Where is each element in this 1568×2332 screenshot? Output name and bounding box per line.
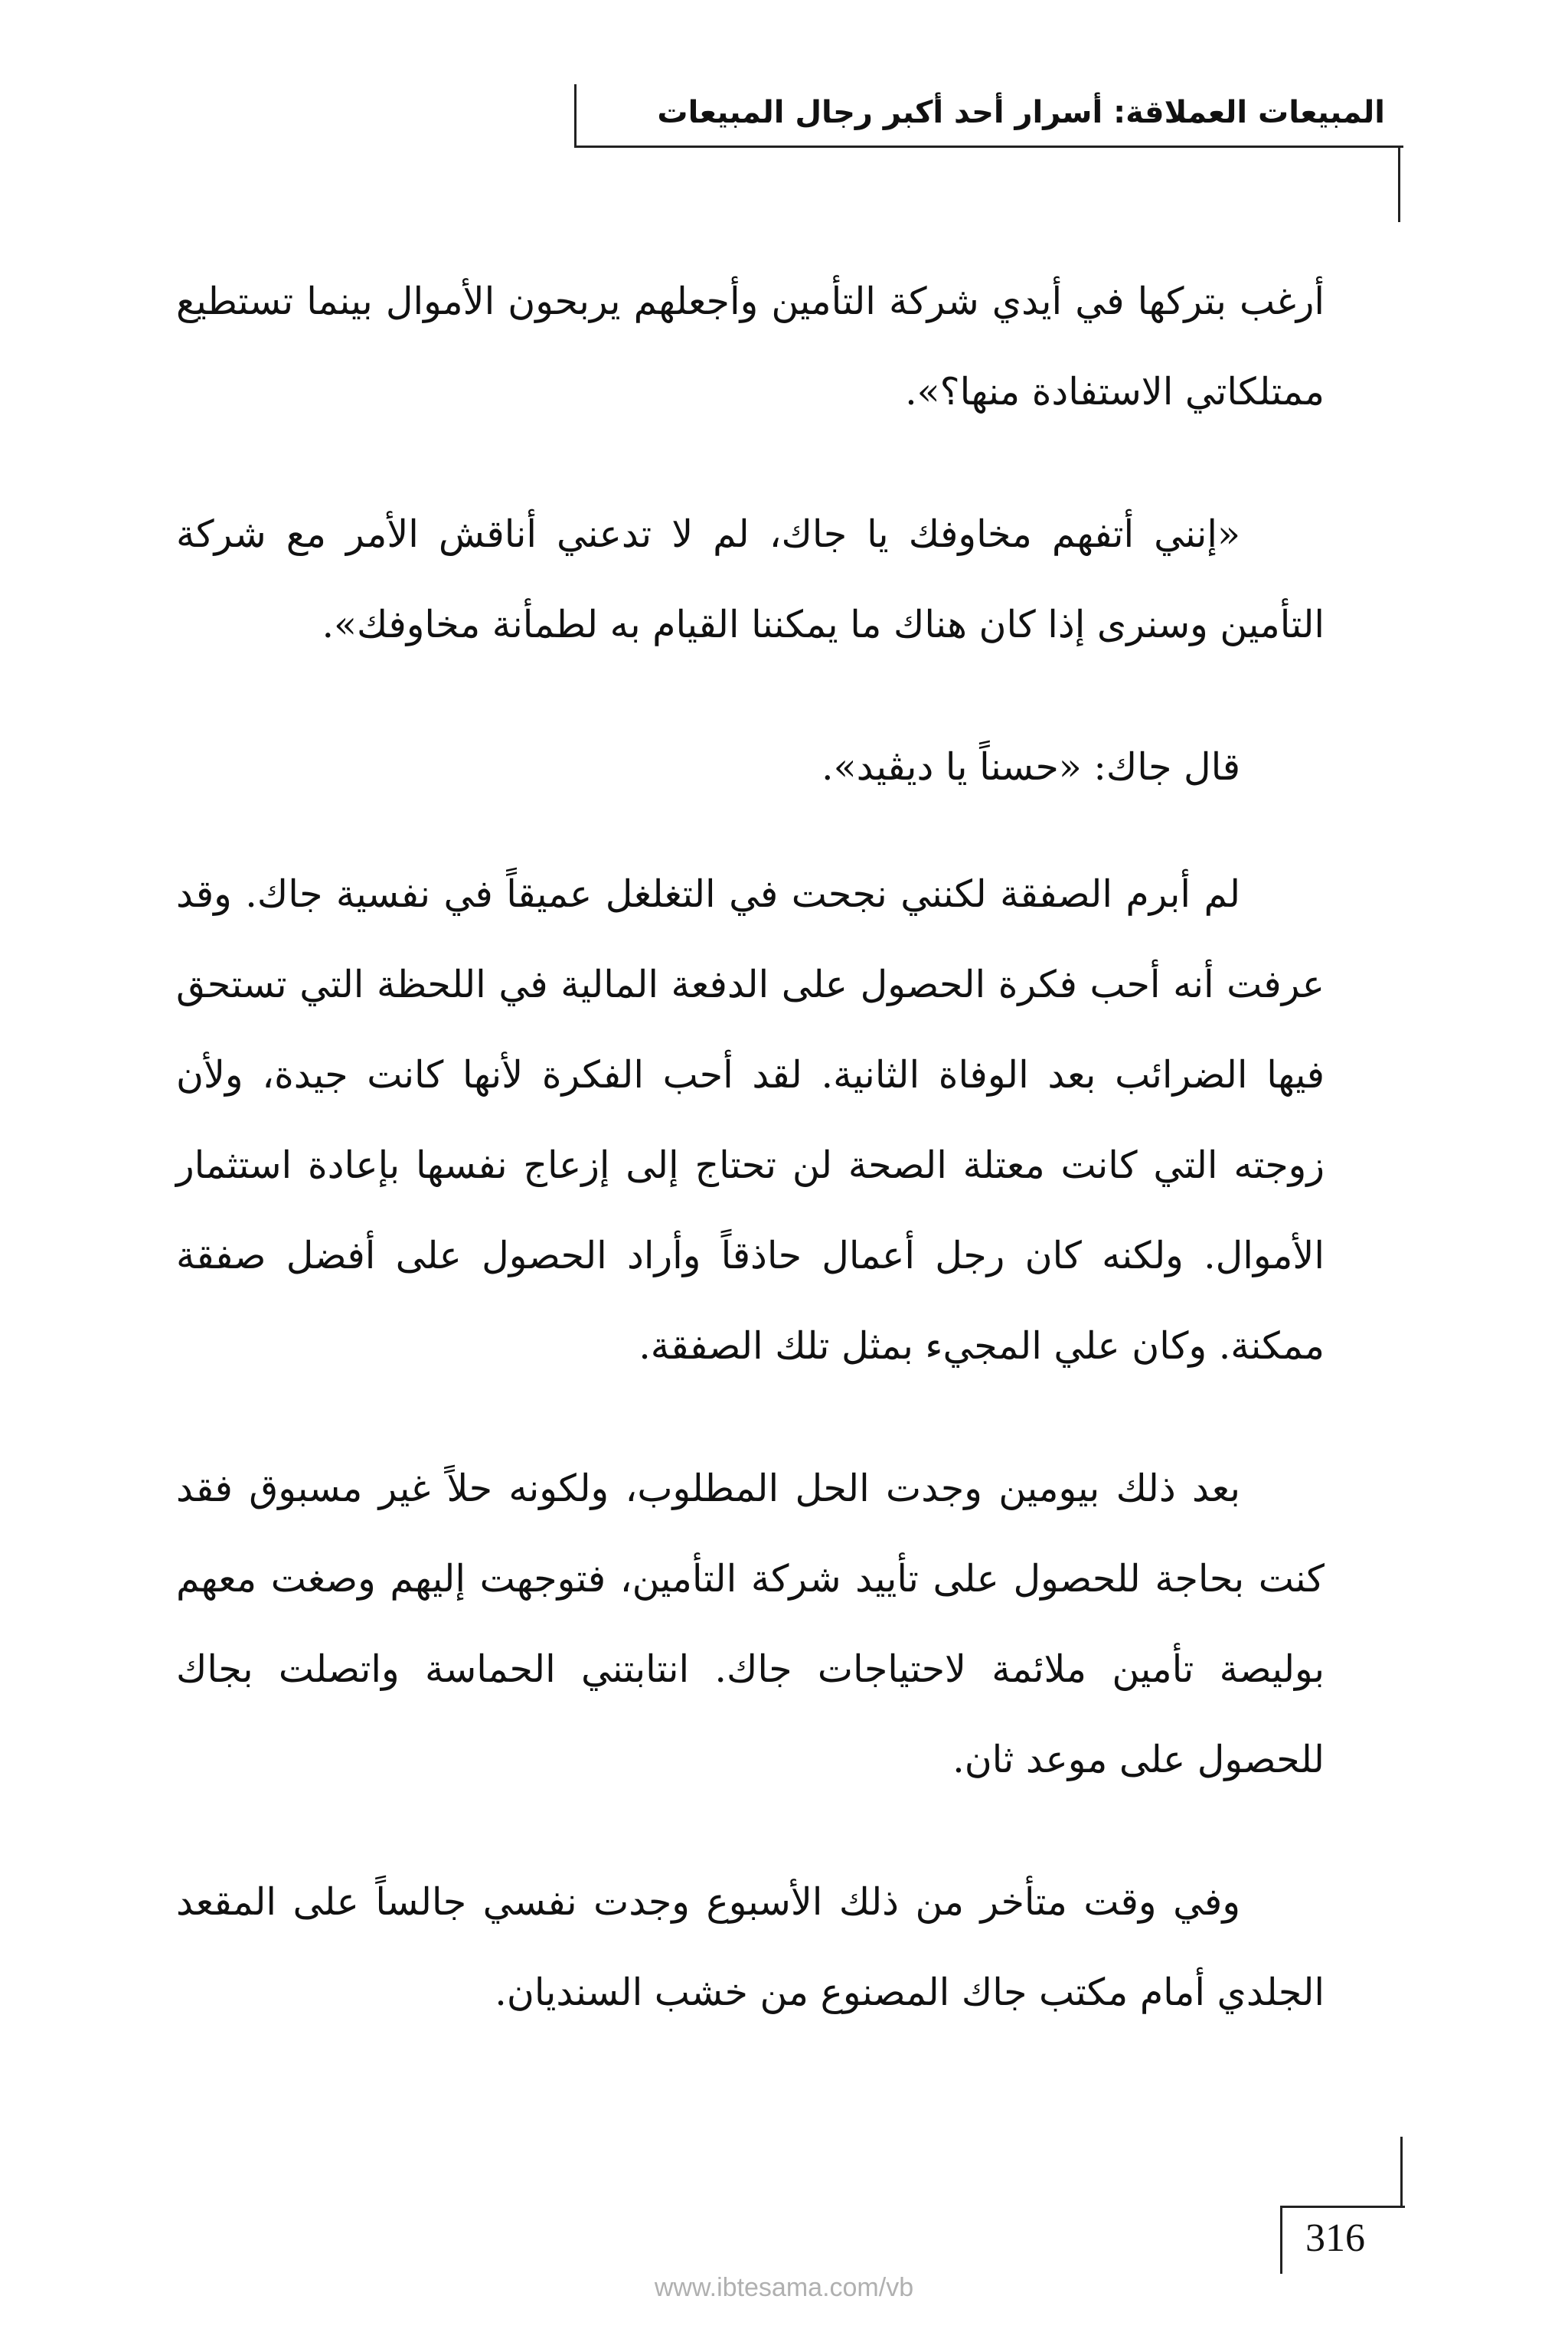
- paragraph-continuation: أرغب بتركها في أيدي شركة التأمين وأجعلهم يربحون الأموال بينما تستطيع ممتلكاتي الاستفادة منها؟».: [176, 280, 1325, 414]
- page-number: 316: [1305, 2216, 1365, 2260]
- paragraph-4: بعد ذلك بيومين وجدت الحل المطلوب، ولكونه حلاً غير مسبوق فقد كنت بحاجة للحصول على تأييد شركة التأمين، فتوجهت إليهم وصغت معهم بوليصة تأمين ملائمة لاحتياجات جاك. انتابتني الحماسة واتصلت بجاك للحصول على موعد ثان.: [176, 1467, 1325, 1781]
- paragraph-5: وفي وقت متأخر من ذلك الأسبوع وجدت نفسي جالساً على المقعد الجلدي أمام مكتب جاك المصنوع من خشب السنديان.: [176, 1880, 1325, 2014]
- header-rule: [1398, 146, 1400, 222]
- paragraph-dialogue-1: «إنني أتفهم مخاوفك يا جاك، لم لا تدعني أناقش الأمر مع شركة التأمين وسنرى إذا كان هناك ما يمكننا القيام به لطمأنة مخاوفك».: [176, 512, 1325, 646]
- page-number-rule: [1400, 2137, 1403, 2208]
- paragraph-3: لم أبرم الصفقة لكنني نجحت في التغلغل عميقاً في نفسية جاك. وقد عرفت أنه أحب فكرة الحصول على الدفعة المالية في اللحظة التي تستحق فيها الضرائب بعد الوفاة الثانية. لقد أحب الفكرة لأنها كانت جيدة، ولأن زوجته التي كانت معتلة الصحة لن تحتاج إلى إزعاج نفسها بإعادة استثمار الأموال. ولكنه كان رجل أعمال حاذقاً وأراد الحصول على أفضل صفقة ممكنة. وكان علي المجيء بمثل تلك الصفقة.: [176, 872, 1325, 1368]
- book-title-header: المبيعات العملاقة: أسرار أحد أكبر رجال المبيعات: [657, 95, 1385, 130]
- page-number-box: [1280, 2206, 1405, 2274]
- watermark-link[interactable]: www.ibtesama.com/vb: [654, 2273, 914, 2302]
- running-header: [574, 84, 1403, 148]
- paragraph-dialogue-2: قال جاك: «حسناً يا ديڤيد».: [822, 745, 1240, 789]
- page-body: [176, 257, 1325, 2090]
